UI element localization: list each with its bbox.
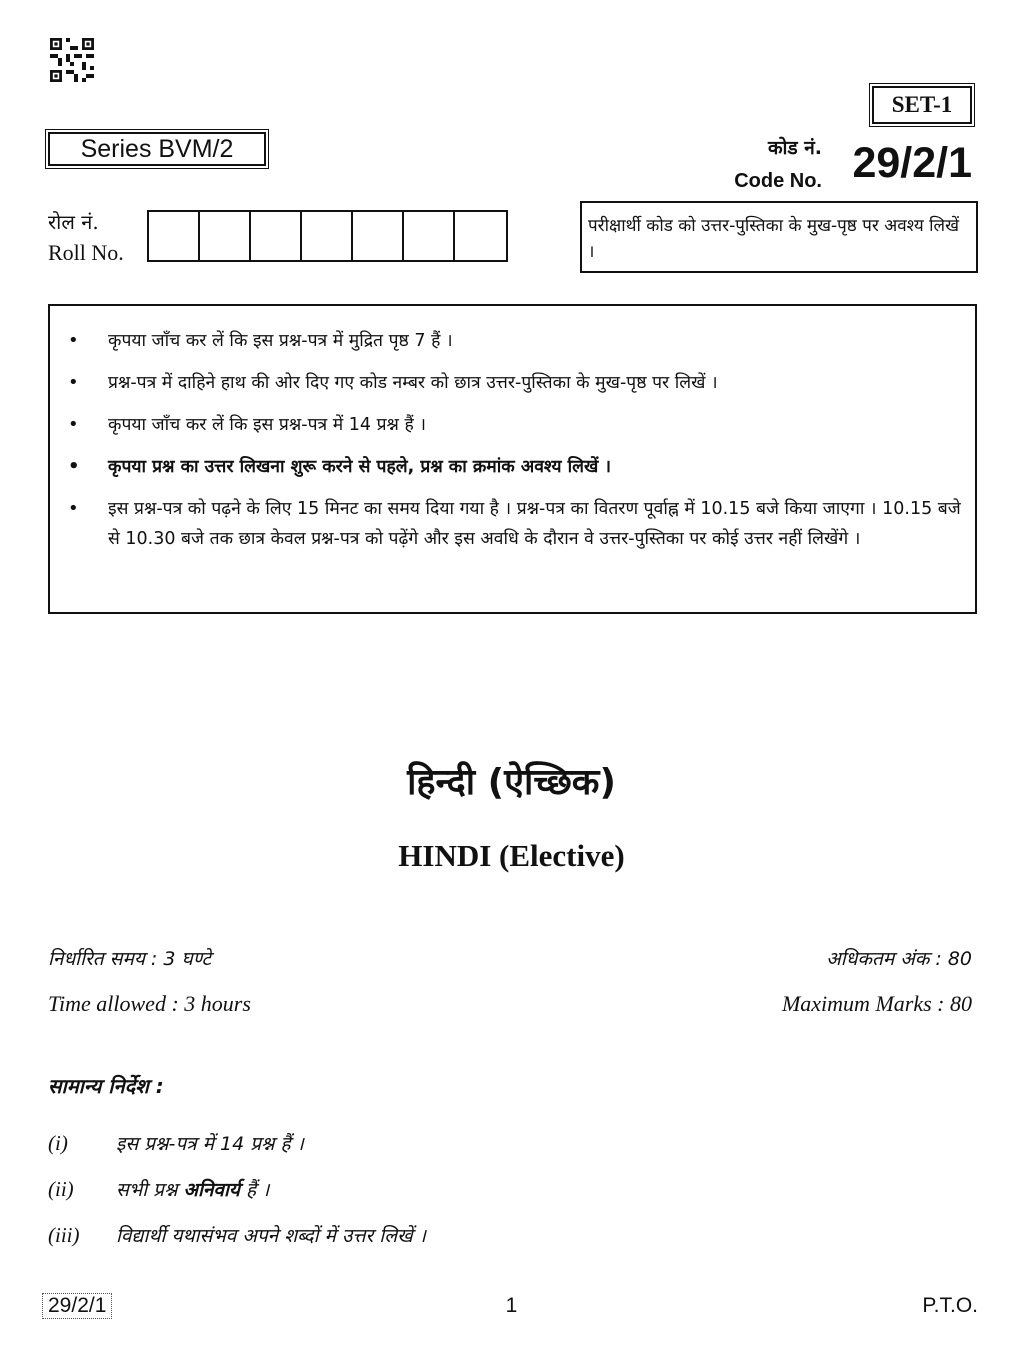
roll-number-cell[interactable] xyxy=(200,212,251,260)
subject-title-hindi: हिन्दी (ऐच्छिक) xyxy=(407,762,616,803)
instruction-item: • कृपया जाँच कर लें कि इस प्रश्न-पत्र में मुद्रित पृष्ठ 7 हैं । xyxy=(68,326,961,356)
item-number: (i) xyxy=(48,1130,68,1155)
roll-label-hindi: रोल नं. xyxy=(48,210,99,234)
max-marks-hindi: अधिकतम अंक : 80 xyxy=(826,948,972,970)
roll-number-boxes[interactable] xyxy=(147,210,508,262)
list-item xyxy=(48,1166,948,1212)
bullet-icon: • xyxy=(68,330,79,351)
code-label-english: Code No. xyxy=(734,170,822,192)
bullet-icon: • xyxy=(68,498,79,519)
general-instructions-title: सामान्य निर्देश : xyxy=(48,1074,164,1098)
bullet-icon: • xyxy=(68,456,80,477)
item-text: सभी प्रश्न अनिवार्य हैं । xyxy=(116,1179,270,1201)
instruction-item: • प्रश्न-पत्र में दाहिने हाथ की ओर दिए गए कोड नम्बर को छात्र उत्तर-पुस्तिका के मुख-पृष्ठ पर लिखें । xyxy=(68,368,961,398)
time-allowed-english: Time allowed : 3 hours xyxy=(48,991,251,1016)
roll-number-cell[interactable] xyxy=(149,212,200,260)
time-allowed-hindi: निर्धारित समय : 3 घण्टे xyxy=(48,948,212,970)
roll-number-cell[interactable] xyxy=(455,212,506,260)
general-instructions-list xyxy=(48,1120,948,1258)
instruction-item: • कृपया जाँच कर लें कि इस प्रश्न-पत्र में 14 प्रश्न हैं । xyxy=(68,410,961,440)
list-item xyxy=(48,1120,948,1166)
item-text: विद्यार्थी यथासंभव अपने शब्दों में उत्तर लिखें । xyxy=(116,1225,426,1247)
instructions-list xyxy=(68,326,961,554)
roll-number-cell[interactable] xyxy=(302,212,353,260)
roll-number-cell[interactable] xyxy=(251,212,302,260)
code-label-hindi: कोड नं. xyxy=(767,137,822,159)
page-number: 1 xyxy=(505,1294,518,1317)
roll-number-cell[interactable] xyxy=(353,212,404,260)
roll-number-cell[interactable] xyxy=(404,212,455,260)
code-notice: परीक्षार्थी कोड को उत्तर-पुस्तिका के मुख-पृष्ठ पर अवश्य लिखें । xyxy=(580,201,978,273)
emphasis-text: अनिवार्य xyxy=(183,1179,240,1201)
bullet-icon: • xyxy=(68,372,79,393)
instructions-box xyxy=(48,304,977,614)
set-label: SET-1 xyxy=(872,86,972,124)
max-marks-english: Maximum Marks : 80 xyxy=(781,991,972,1016)
roll-label-english: Roll No. xyxy=(48,240,124,265)
qr-code-icon xyxy=(50,38,94,82)
footer-code: 29/2/1 xyxy=(42,1293,112,1319)
item-number: (iii) xyxy=(48,1222,80,1247)
instruction-item: • कृपया प्रश्न का उत्तर लिखना शुरू करने से पहले, प्रश्न का क्रमांक अवश्य लिखें । xyxy=(68,452,961,482)
item-text: इस प्रश्न-पत्र में 14 प्रश्न हैं । xyxy=(116,1133,304,1155)
bullet-icon: • xyxy=(68,414,79,435)
code-number: 29/2/1 xyxy=(852,139,972,187)
list-item xyxy=(48,1212,948,1258)
item-number: (ii) xyxy=(48,1176,74,1201)
instruction-item: • इस प्रश्न-पत्र को पढ़ने के लिए 15 मिनट का समय दिया गया है । प्रश्न-पत्र का वितरण पूर्वाह्न में 10.15 बजे किया जाएगा । 10.15 बजे से 10.30 बजे तक छात्र केवल प्रश्न-पत्र को पढ़ेंगे और इस अवधि के दौरान वे उत्तर-पुस्तिका पर कोई उत्तर नहीं लिखेंगे । xyxy=(68,494,961,554)
pto-label: P.T.O. xyxy=(922,1294,978,1317)
subject-title-english: HINDI (Elective) xyxy=(398,838,625,873)
series-label: Series BVM/2 xyxy=(48,132,266,166)
